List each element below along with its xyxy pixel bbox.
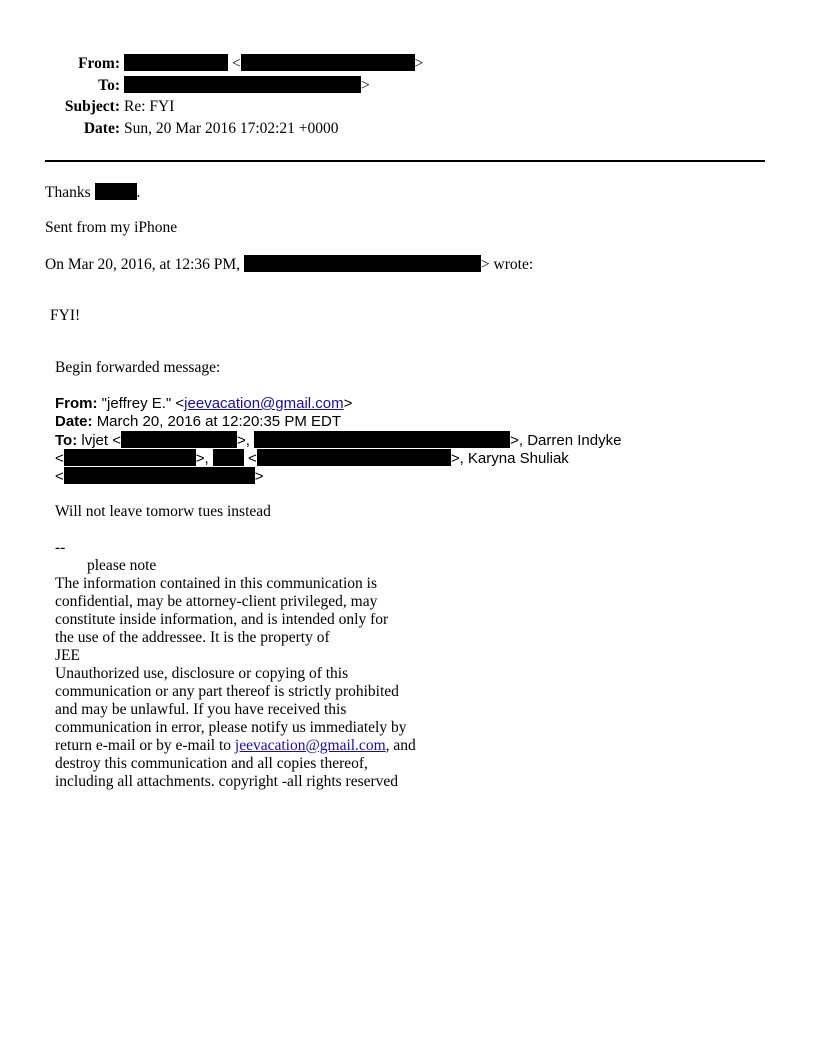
begin-forwarded: Begin forwarded message:: [55, 359, 221, 376]
disclaimer-line: including all attachments. copyright -all rights reserved: [55, 773, 399, 790]
redaction-block: [241, 54, 415, 71]
fwd-to-darren: >, Darren Indyke: [510, 432, 622, 449]
redaction-block: [64, 449, 196, 466]
fwd-from-email-link[interactable]: jeevacation@gmail.com: [184, 395, 344, 412]
header-lt: <: [231, 55, 241, 72]
disclaimer-line: JEE: [55, 647, 80, 664]
redaction-block: [124, 76, 361, 93]
fwd-from-row: [55, 395, 352, 413]
fwd-body: Will not leave tomorw tues instead: [55, 503, 271, 520]
fwd-to-karyna: >, Karyna Shuliak: [450, 450, 569, 467]
header-divider: [45, 160, 765, 162]
header-gt: >: [414, 55, 424, 72]
thanks-line: [45, 183, 140, 202]
header-gt: >: [361, 77, 370, 94]
header-from-row: [0, 54, 423, 73]
disclaimer-line: confidential, may be attorney-client privileged, may: [55, 593, 378, 610]
disclaimer-line: Unauthorized use, disclosure or copying of this: [55, 665, 349, 682]
header-date-label: Date:: [83, 120, 120, 137]
redaction-block: [257, 449, 451, 466]
disclaimer-line: communication or any part thereof is strictly prohibited: [55, 683, 399, 700]
attribution-wrote: > wrote:: [480, 256, 534, 273]
redaction-block: [124, 54, 228, 71]
attribution-prefix: On Mar 20, 2016, at 12:36 PM,: [45, 256, 241, 273]
header-date-row: [0, 120, 339, 138]
header-subject-value: Re: FYI: [124, 98, 175, 115]
redaction-block: [121, 431, 237, 448]
sent-from-line: Sent from my iPhone: [45, 219, 178, 236]
header-to-label: To:: [98, 77, 120, 94]
fyi-text: FYI!: [50, 307, 81, 324]
disclaimer-line: [55, 737, 416, 755]
fwd-date-label: Date:: [55, 413, 93, 430]
fwd-to-name: lvjet <: [81, 432, 121, 449]
fwd-lt: <: [55, 450, 64, 467]
header-date-value: Sun, 20 Mar 2016 17:02:21 +0000: [124, 120, 339, 137]
quote-attribution: [45, 255, 533, 274]
disclaimer-line: destroy this communication and all copies thereof,: [55, 755, 368, 772]
fwd-to-sep: >,: [237, 432, 250, 449]
fwd-to-row-3: [55, 467, 264, 486]
fwd-to-sep: >,: [195, 450, 209, 467]
fwd-to-row-2: [55, 449, 569, 468]
sig-please-note: please note: [87, 557, 157, 574]
disclaimer-text: , and: [385, 737, 416, 754]
header-to-row: [0, 76, 370, 95]
redaction-block: [254, 431, 510, 448]
disclaimer-block: [55, 575, 416, 791]
redaction-block: [95, 183, 137, 200]
redaction-block: [244, 255, 481, 272]
disclaimer-line: The information contained in this communication is: [55, 575, 377, 592]
fwd-to-label: To:: [55, 432, 78, 449]
disclaimer-line: and may be unlawful. If you have received this: [55, 701, 347, 718]
disclaimer-line: constitute inside information, and is intended only for: [55, 611, 389, 628]
redaction-block: [64, 467, 255, 484]
disclaimer-text: return e-mail or by e-mail to: [55, 737, 232, 754]
fwd-from-label: From:: [55, 395, 98, 412]
fwd-date-row: [55, 413, 341, 431]
fwd-lt: <: [55, 468, 64, 485]
fwd-lt: <: [248, 450, 257, 467]
fwd-to-row-1: [55, 431, 621, 450]
header-subject-label: Subject:: [64, 98, 120, 115]
redaction-block: [213, 449, 244, 466]
header-from-label: From:: [78, 55, 120, 72]
thanks-text: Thanks: [45, 184, 91, 201]
disclaimer-line: the use of the addressee. It is the property of: [55, 629, 330, 646]
header-subject-row: [0, 98, 174, 116]
fwd-date-value: March 20, 2016 at 12:20:35 PM EDT: [96, 413, 341, 430]
fwd-from-name: "jeffrey E." <: [101, 395, 185, 412]
fwd-from-close: >: [343, 395, 353, 412]
disclaimer-line: communication in error, please notify us immediately by: [55, 719, 407, 736]
sig-dashes: --: [55, 539, 66, 556]
fwd-gt: >: [254, 468, 264, 485]
thanks-period: .: [136, 184, 141, 201]
disclaimer-email-link[interactable]: jeevacation@gmail.com: [234, 737, 386, 754]
